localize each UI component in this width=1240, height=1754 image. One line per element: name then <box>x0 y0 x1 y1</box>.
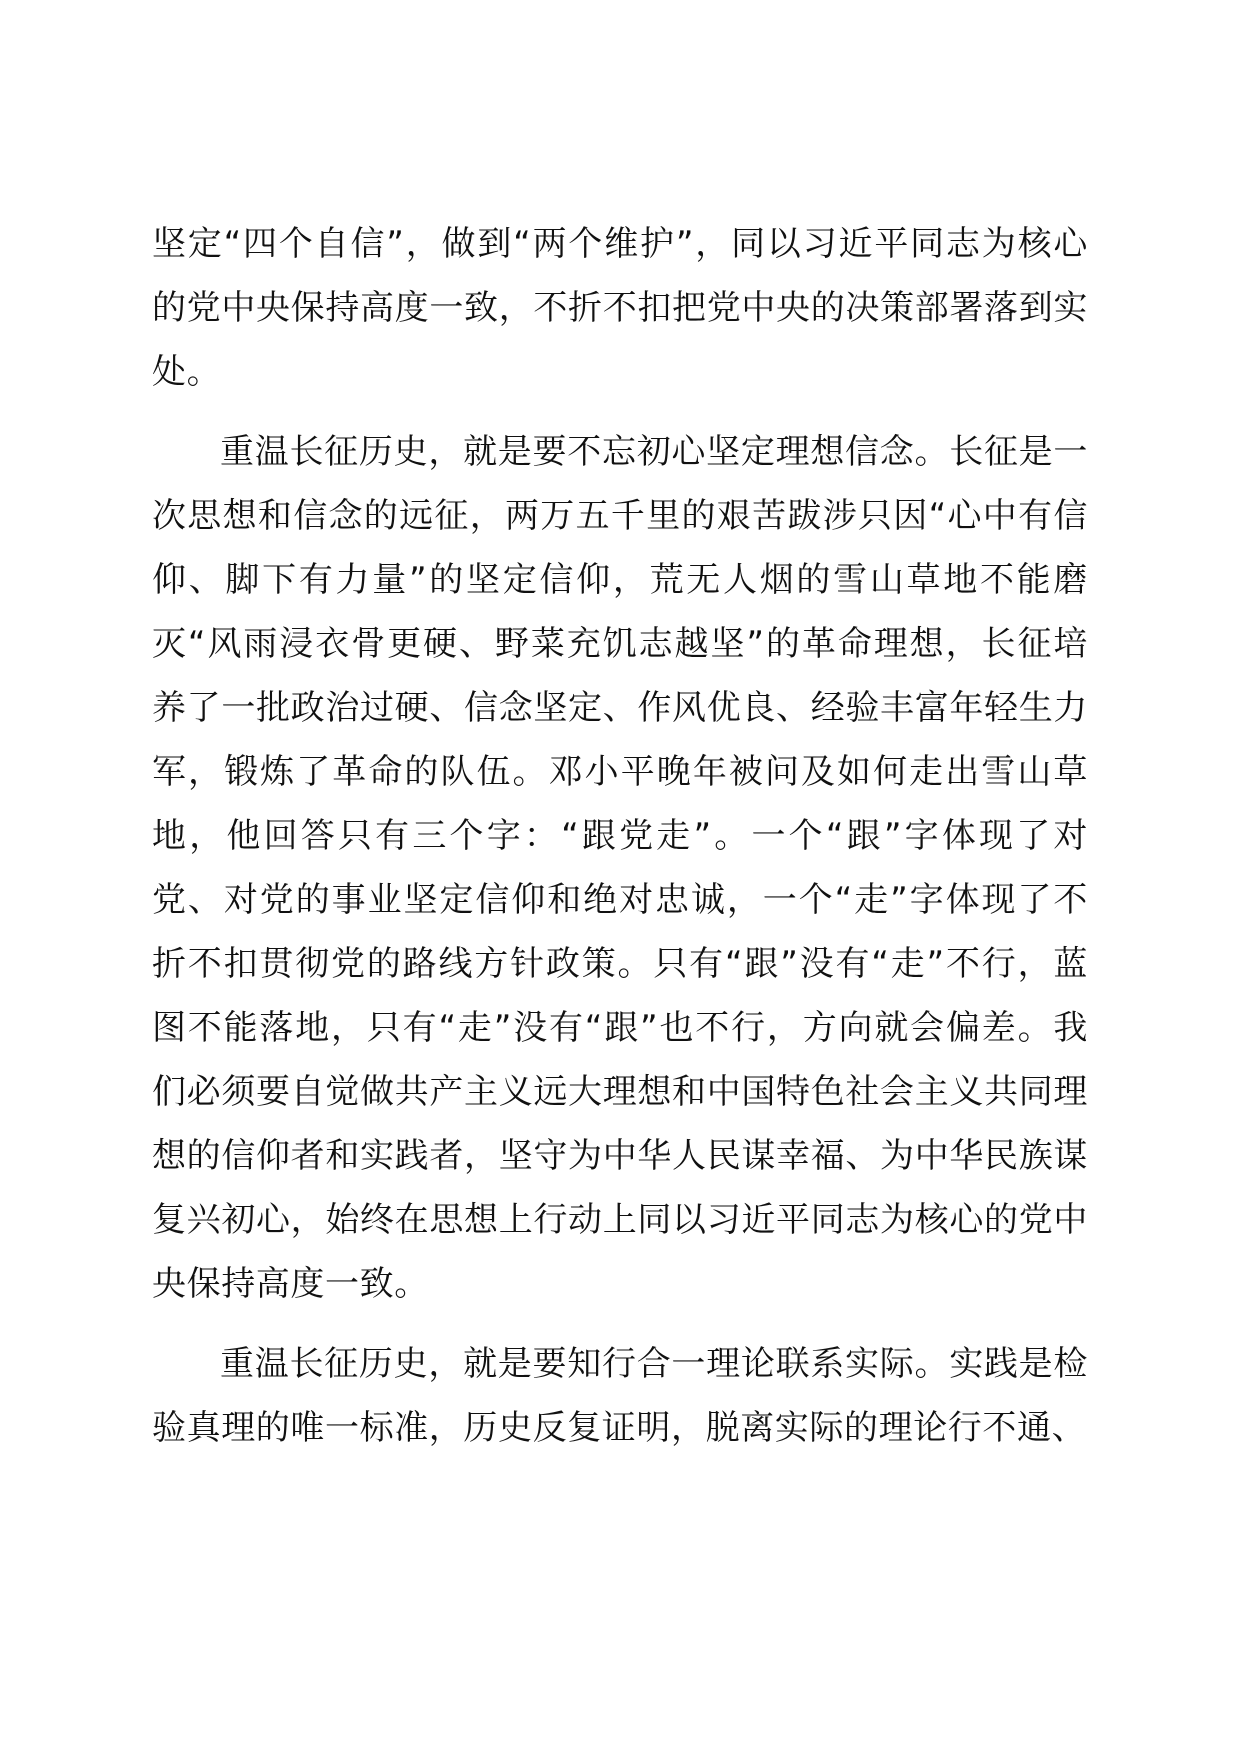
paragraph-continuation: 坚定“四个自信”，做到“两个维护”，同以习近平同志为核心的党中央保持高度一致，不折不扣把党中央的决策部署落到实处。 <box>152 224 1088 392</box>
paragraph-theory-practice: 重温长征历史，就是要知行合一理论联系实际。实践是检验真理的唯一标准，历史反复证明，脱离实际的理论行不通、 <box>152 1344 1088 1448</box>
document-body <box>152 212 1088 1460</box>
paragraph-long-march-ideals: 重温长征历史，就是要不忘初心坚定理想信念。长征是一次思想和信念的远征，两万五千里的艰苦跋涉只因“心中有信仰、脚下有力量”的坚定信仰，荒无人烟的雪山草地不能磨灭“风雨浸衣骨更硬、野菜充饥志越坚”的革命理想，长征培养了一批政治过硬、信念坚定、作风优良、经验丰富年轻生力军，锻炼了革命的队伍。邓小平晚年被问及如何走出雪山草地，他回答只有三个字：“跟党走”。一个“跟”字体现了对党、对党的事业坚定信仰和绝对忠诚，一个“走”字体现了不折不扣贯彻党的路线方针政策。只有“跟”没有“走”不行，蓝图不能落地，只有“走”没有“跟”也不行，方向就会偏差。我们必须要自觉做共产主义远大理想和中国特色社会主义共同理想的信仰者和实践者，坚守为中华人民谋幸福、为中华民族谋复兴初心，始终在思想上行动上同以习近平同志为核心的党中央保持高度一致。 <box>152 432 1088 1304</box>
